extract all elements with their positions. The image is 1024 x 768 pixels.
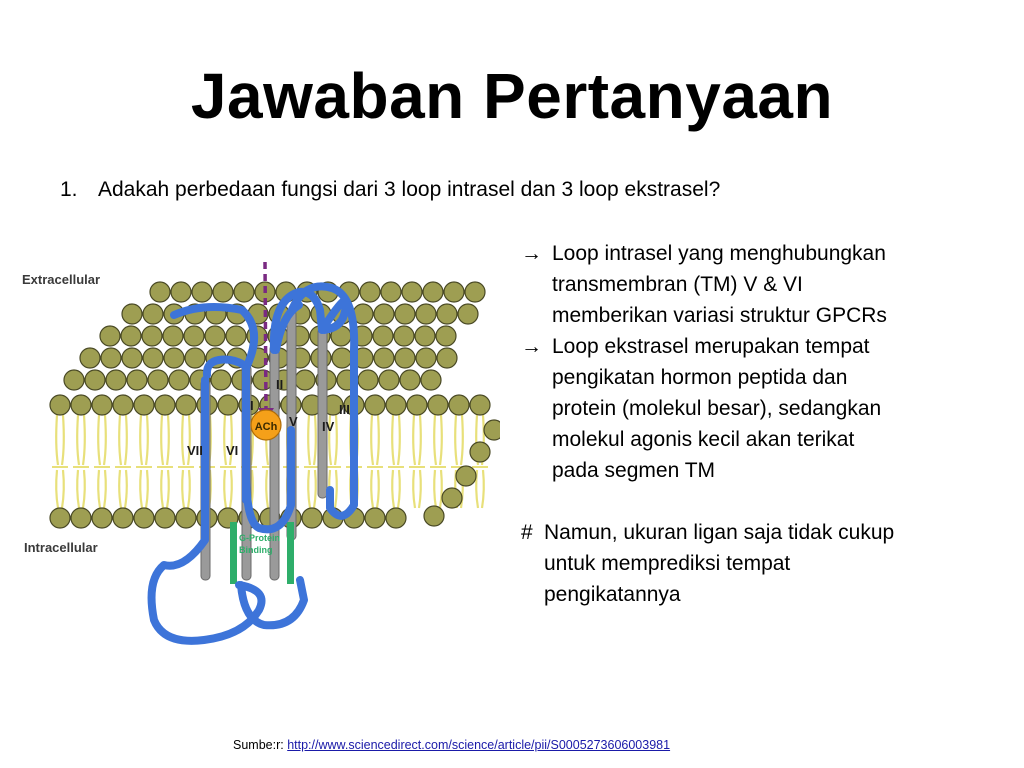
phospholipid-head xyxy=(374,348,394,368)
lipid-tail xyxy=(98,470,106,508)
lipid-tail xyxy=(413,470,421,508)
hash-icon: # xyxy=(521,521,533,544)
lipid-tail xyxy=(455,415,463,465)
phospholipid-head xyxy=(423,282,443,302)
phospholipid-head xyxy=(192,282,212,302)
phospholipid-head xyxy=(205,326,225,346)
phospholipid-head xyxy=(213,282,233,302)
slide-title: Jawaban Pertanyaan xyxy=(190,60,834,132)
phospholipid-head xyxy=(148,370,168,390)
phospholipid-head xyxy=(163,326,183,346)
phospholipid-head xyxy=(374,304,394,324)
lipid-tail xyxy=(56,470,64,508)
lipid-tail xyxy=(140,470,148,508)
lipid-tail xyxy=(119,470,127,508)
lipid-tail xyxy=(392,415,400,465)
answer-line: memberikan variasi struktur GPCRs xyxy=(552,304,887,327)
phospholipid-head xyxy=(358,370,378,390)
phospholipid-head xyxy=(395,304,415,324)
question-number: 1. xyxy=(60,178,78,201)
helix-label-iv: IV xyxy=(322,419,335,434)
phospholipid-head xyxy=(134,508,154,528)
phospholipid-head xyxy=(122,348,142,368)
answer-line: pengikatan hormon peptida dan xyxy=(552,366,848,389)
lipid-tail xyxy=(161,470,169,508)
arrow-icon: → xyxy=(521,242,542,265)
answer-item xyxy=(521,331,1001,486)
gprotein-label: Binding xyxy=(239,545,273,555)
phospholipid-head xyxy=(155,395,175,415)
phospholipid-head xyxy=(143,304,163,324)
phospholipid-head xyxy=(121,326,141,346)
extracellular-label: Extracellular xyxy=(22,272,101,287)
gprotein-segment xyxy=(230,522,237,584)
lipid-tail xyxy=(77,415,85,465)
source-link[interactable]: http://www.sciencedirect.com/science/article/pii/S0005273606003981 xyxy=(287,738,671,752)
answer-line: Loop intrasel yang menghubungkan xyxy=(552,242,886,265)
helix-label-v: V xyxy=(289,414,298,429)
phospholipid-head xyxy=(386,395,406,415)
phospholipid-head xyxy=(484,420,500,440)
ligand-label: ACh xyxy=(254,421,278,433)
phospholipid-head xyxy=(400,370,420,390)
phospholipid-head xyxy=(428,395,448,415)
lipid-tail xyxy=(308,470,316,508)
phospholipid-head xyxy=(185,348,205,368)
note-line: pengikatannya xyxy=(544,583,681,606)
phospholipid-head xyxy=(171,282,191,302)
phospholipid-head xyxy=(50,508,70,528)
lipid-tail xyxy=(371,415,379,465)
helix-label-ii: II xyxy=(276,377,284,392)
answer-line: Loop ekstrasel merupakan tempat xyxy=(552,335,870,358)
answer-line: protein (molekul besar), sedangkan xyxy=(552,397,882,420)
phospholipid-head xyxy=(465,282,485,302)
phospholipid-head xyxy=(442,488,462,508)
phospholipid-head xyxy=(379,370,399,390)
phospholipid-head xyxy=(470,395,490,415)
phospholipid-head xyxy=(470,442,490,462)
helix-label-vii: VII xyxy=(187,443,203,458)
phospholipid-head xyxy=(142,326,162,346)
answer-item xyxy=(521,238,1001,331)
source-citation xyxy=(233,737,670,753)
answer-line: transmembran (TM) V & VI xyxy=(552,273,803,296)
lipid-tail xyxy=(224,470,232,508)
answer-line: molekul agonis kecil akan terikat xyxy=(552,428,855,451)
source-label: Sumbe:r: xyxy=(233,738,284,752)
answer-line: pada segmen TM xyxy=(552,459,716,482)
phospholipid-head xyxy=(424,506,444,526)
phospholipid-head xyxy=(64,370,84,390)
lipid-tail xyxy=(392,470,400,508)
phospholipid-head xyxy=(360,282,380,302)
answer-list xyxy=(521,238,1001,610)
phospholipid-head xyxy=(444,282,464,302)
lipid-tail xyxy=(434,415,442,465)
question-text: Adakah perbedaan fungsi dari 3 loop intrasel dan 3 loop ekstrasel? xyxy=(98,178,721,201)
phospholipid-head xyxy=(295,370,315,390)
phospholipid-head xyxy=(101,348,121,368)
lipid-tail xyxy=(56,415,64,465)
phospholipid-head xyxy=(113,508,133,528)
phospholipid-head xyxy=(386,508,406,528)
phospholipid-head xyxy=(436,326,456,346)
phospholipid-head xyxy=(302,508,322,528)
phospholipid-head xyxy=(164,348,184,368)
lipid-tail xyxy=(119,415,127,465)
phospholipid-head xyxy=(437,304,457,324)
phospholipid-head xyxy=(184,326,204,346)
lipid-tail xyxy=(308,415,316,465)
phospholipid-head xyxy=(394,326,414,346)
phospholipid-head xyxy=(416,304,436,324)
phospholipid-head xyxy=(218,395,238,415)
intracellular-label: Intracellular xyxy=(24,540,98,555)
phospholipid-head xyxy=(71,508,91,528)
note xyxy=(521,517,1001,610)
phospholipid-head xyxy=(421,370,441,390)
phospholipid-head xyxy=(80,348,100,368)
phospholipid-head xyxy=(416,348,436,368)
phospholipid-head xyxy=(449,395,469,415)
gprotein-segment xyxy=(287,522,294,584)
phospholipid-head xyxy=(106,370,126,390)
phospholipid-head xyxy=(437,348,457,368)
question xyxy=(60,176,720,204)
arrow-icon: → xyxy=(521,335,542,358)
phospholipid-head xyxy=(234,282,254,302)
phospholipid-head xyxy=(92,508,112,528)
phospholipid-head xyxy=(407,395,427,415)
note-line: untuk memprediksi tempat xyxy=(544,552,791,575)
phospholipid-head xyxy=(85,370,105,390)
phospholipid-head xyxy=(50,395,70,415)
phospholipid-head xyxy=(155,508,175,528)
phospholipid-head xyxy=(176,395,196,415)
phospholipid-head xyxy=(456,466,476,486)
phospholipid-head xyxy=(92,395,112,415)
helix-label-i: I xyxy=(250,398,254,413)
phospholipid-head xyxy=(150,282,170,302)
note-line: Namun, ukuran ligan saja tidak cukup xyxy=(544,521,895,544)
phospholipid-head xyxy=(169,370,189,390)
lipid-tail xyxy=(371,470,379,508)
phospholipid-head xyxy=(127,370,147,390)
lipid-tail xyxy=(98,415,106,465)
lipid-tail xyxy=(77,470,85,508)
phospholipid-head xyxy=(365,395,385,415)
phospholipid-head xyxy=(381,282,401,302)
phospholipid-head xyxy=(395,348,415,368)
phospholipid-head xyxy=(458,304,478,324)
phospholipid-head xyxy=(211,370,231,390)
lipid-tail xyxy=(140,415,148,465)
gpcr-membrane-diagram xyxy=(14,240,500,680)
helix-label-iii: III xyxy=(339,402,350,417)
gprotein-label: G-Protein xyxy=(239,533,281,543)
lipid-tail xyxy=(413,415,421,465)
phospholipid-head xyxy=(122,304,142,324)
phospholipid-head xyxy=(113,395,133,415)
phospholipid-head xyxy=(402,282,422,302)
lipid-tail xyxy=(182,470,190,508)
lipid-tail xyxy=(161,415,169,465)
phospholipid-head xyxy=(226,326,246,346)
phospholipid-head xyxy=(176,508,196,528)
phospholipid-head xyxy=(134,395,154,415)
phospholipid-head xyxy=(365,508,385,528)
lipid-tail xyxy=(434,470,442,508)
helix-label-vi: VI xyxy=(226,443,239,458)
phospholipid-head xyxy=(100,326,120,346)
lipid-tail xyxy=(476,470,484,508)
phospholipid-head xyxy=(143,348,163,368)
phospholipid-head xyxy=(373,326,393,346)
phospholipid-head xyxy=(71,395,91,415)
phospholipid-head xyxy=(415,326,435,346)
helix-v xyxy=(318,328,327,498)
phospholipid-head xyxy=(332,348,352,368)
